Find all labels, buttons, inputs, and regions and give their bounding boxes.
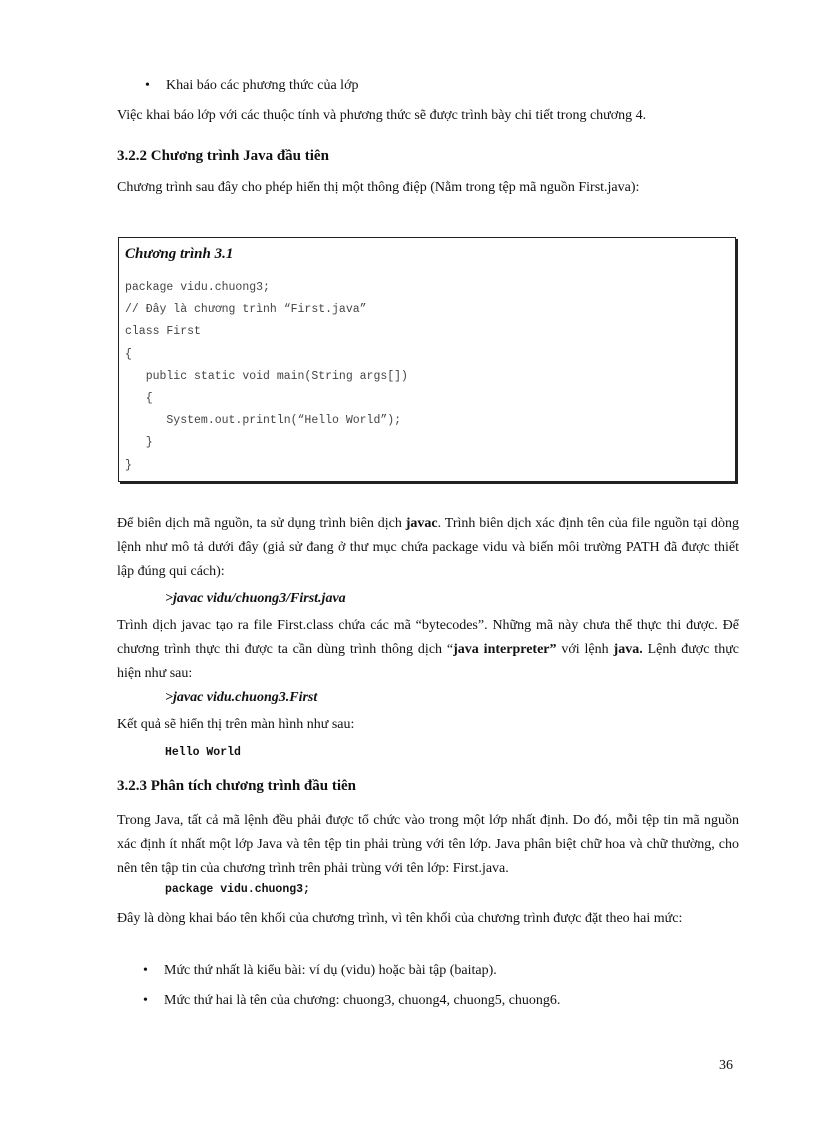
- code-line: public static void main(String args[]): [125, 369, 408, 383]
- code-line: }: [125, 436, 153, 450]
- code-line: System.out.println(“Hello World”);: [125, 414, 402, 428]
- list-item-text: Mức thứ hai là tên của chương: chuong3, chuong4, chuong5, chuong6.: [164, 993, 561, 1008]
- code-line: {: [125, 392, 153, 406]
- paragraph: Trình dịch javac tạo ra file First.class chứa các mã “bytecodes”. Những mã này chưa thể thực thi được. Để chương trình thực thi được ta cần dùng trình thông dịch “java interpreter” với lệnh java. Lệnh được thực hiện như sau:: [117, 618, 739, 681]
- paragraph: Đây là dòng khai báo tên khối của chương trình, vì tên khối của chương trình được đặt theo hai mức:: [117, 911, 683, 926]
- page-number: 36: [719, 1058, 733, 1073]
- code-line: }: [125, 458, 132, 472]
- list-item-text: Khai báo các phương thức của lớp: [166, 78, 359, 93]
- listing-title: Chương trình 3.1: [125, 246, 234, 262]
- code-listing-box: [118, 237, 736, 482]
- code-line: // Đây là chương trình “First.java”: [125, 303, 367, 317]
- paragraph: Kết quả sẽ hiển thị trên màn hình như sau:: [117, 717, 355, 732]
- section-heading: 3.2.3 Phân tích chương trình đầu tiên: [117, 778, 357, 794]
- command-line: >javac vidu.chuong3.First: [165, 690, 318, 705]
- code-line: {: [125, 347, 132, 361]
- code-line: package vidu.chuong3;: [165, 883, 310, 896]
- command-line: >javac vidu/chuong3/First.java: [165, 591, 346, 606]
- code-block: [125, 277, 408, 477]
- paragraph: Để biên dịch mã nguồn, ta sử dụng trình biên dịch javac. Trình biên dịch xác định tên của file nguồn tại dòng lệnh như mô tả dưới đây (giả sử đang ở thư mục chứa package vidu và biến môi trường PATH đã được thiết lập đúng qui cách):: [117, 516, 739, 579]
- section-heading: 3.2.2 Chương trình Java đầu tiên: [117, 148, 329, 164]
- code-line: package vidu.chuong3;: [125, 281, 270, 294]
- code-line: class First: [125, 325, 201, 339]
- paragraph: Trong Java, tất cả mã lệnh đều phải được tổ chức vào trong một lớp nhất định. Do đó, mỗi tệp tin mã nguồn xác định ít nhất một lớp Java và tên tệp tin phải trùng với tên lớp. Java phân biệt chữ hoa và chữ thường, cho nên tên tập tin của chương trình trên phải trùng với tên lớp: First.java.: [117, 813, 739, 876]
- program-output: Hello World: [165, 746, 241, 759]
- bullet-icon: •: [143, 993, 148, 1008]
- list-item-text: Mức thứ nhất là kiểu bài: ví dụ (vidu) hoặc bài tập (baitap).: [164, 963, 497, 978]
- bullet-icon: •: [143, 963, 148, 978]
- paragraph: Chương trình sau đây cho phép hiển thị một thông điệp (Nằm trong tệp mã nguồn First.java):: [117, 180, 640, 195]
- paragraph: Việc khai báo lớp với các thuộc tính và phương thức sẽ được trình bày chi tiết trong chương 4.: [117, 108, 647, 123]
- bullet-icon: •: [145, 78, 150, 93]
